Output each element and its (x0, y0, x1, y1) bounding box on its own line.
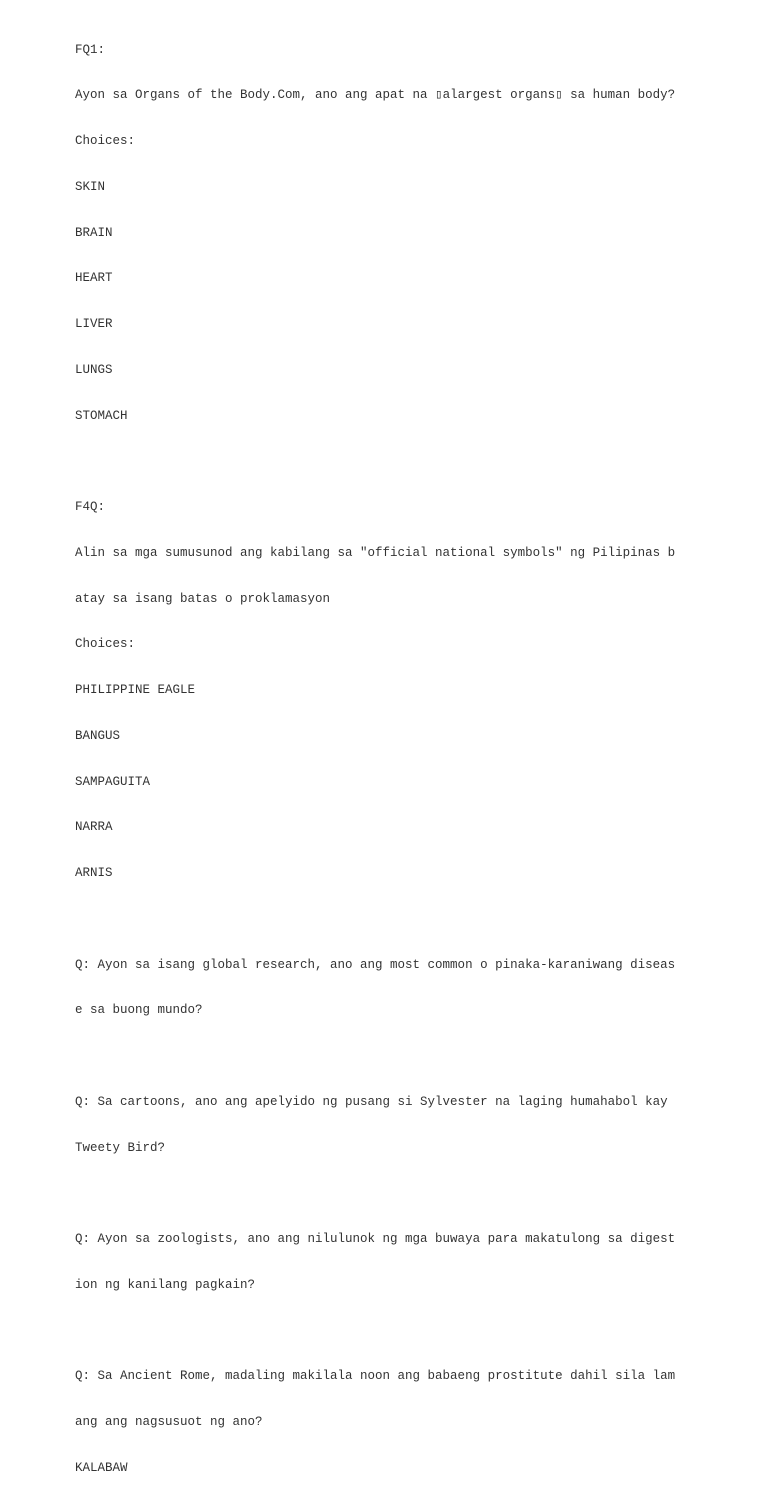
text-line: SKIN (75, 179, 106, 194)
text-line: ARNIS (75, 866, 113, 880)
text-line: STOMACH (75, 408, 128, 423)
text-line: ion ng kanilang pagkain? (75, 1277, 256, 1292)
text-line: Q: Ayon sa zoologists, ano ang nilulunok ng mga buwaya para makatulong sa digest (75, 1232, 676, 1246)
text-line (75, 1049, 675, 1064)
text-line: Q: Sa Ancient Rome, madaling makilala noon ang babaeng prostitute dahil sila lam (75, 1369, 676, 1384)
text-line: ang ang nagsusuot ng ano? (75, 1415, 263, 1429)
text-line: KALABAW (75, 1460, 128, 1475)
text-line: HEART (75, 271, 113, 286)
text-line: e sa buong mundo? (75, 1003, 203, 1018)
text-line: Ayon sa Organs of the Body.Com, ano ang apat na ▯alargest organs▯ sa human body? (75, 88, 676, 103)
text-line (75, 1324, 675, 1339)
text-line: Tweety Bird? (75, 1140, 166, 1155)
text-line: Choices: (75, 134, 136, 148)
text-line (75, 454, 675, 469)
text-line (75, 1186, 675, 1201)
text-line: Q: Ayon sa isang global research, ano ang most common o pinaka-karaniwang diseas (75, 957, 676, 972)
text-line: LIVER (75, 317, 113, 331)
text-line (75, 912, 675, 927)
text-line: BRAIN (75, 225, 113, 240)
text-line: Alin sa mga sumusunod ang kabilang sa "official national symbols" ng Pilipinas b (75, 545, 676, 560)
text-line: Q: Sa cartoons, ano ang apelyido ng pusang si Sylvester na laging humahabol kay (75, 1094, 668, 1109)
text-line: LUNGS (75, 362, 113, 377)
text-line: NARRA (75, 820, 113, 835)
text-line: Choices: (75, 637, 136, 652)
text-line: F4Q: (75, 500, 106, 514)
text-line: BANGUS (75, 728, 121, 743)
text-line: atay sa isang batas o proklamasyon (75, 591, 331, 606)
text-line: PHILIPPINE EAGLE (75, 683, 196, 697)
document-text (75, 12, 675, 1507)
text-line: SAMPAGUITA (75, 774, 151, 789)
text-line: FQ1: (75, 42, 106, 57)
